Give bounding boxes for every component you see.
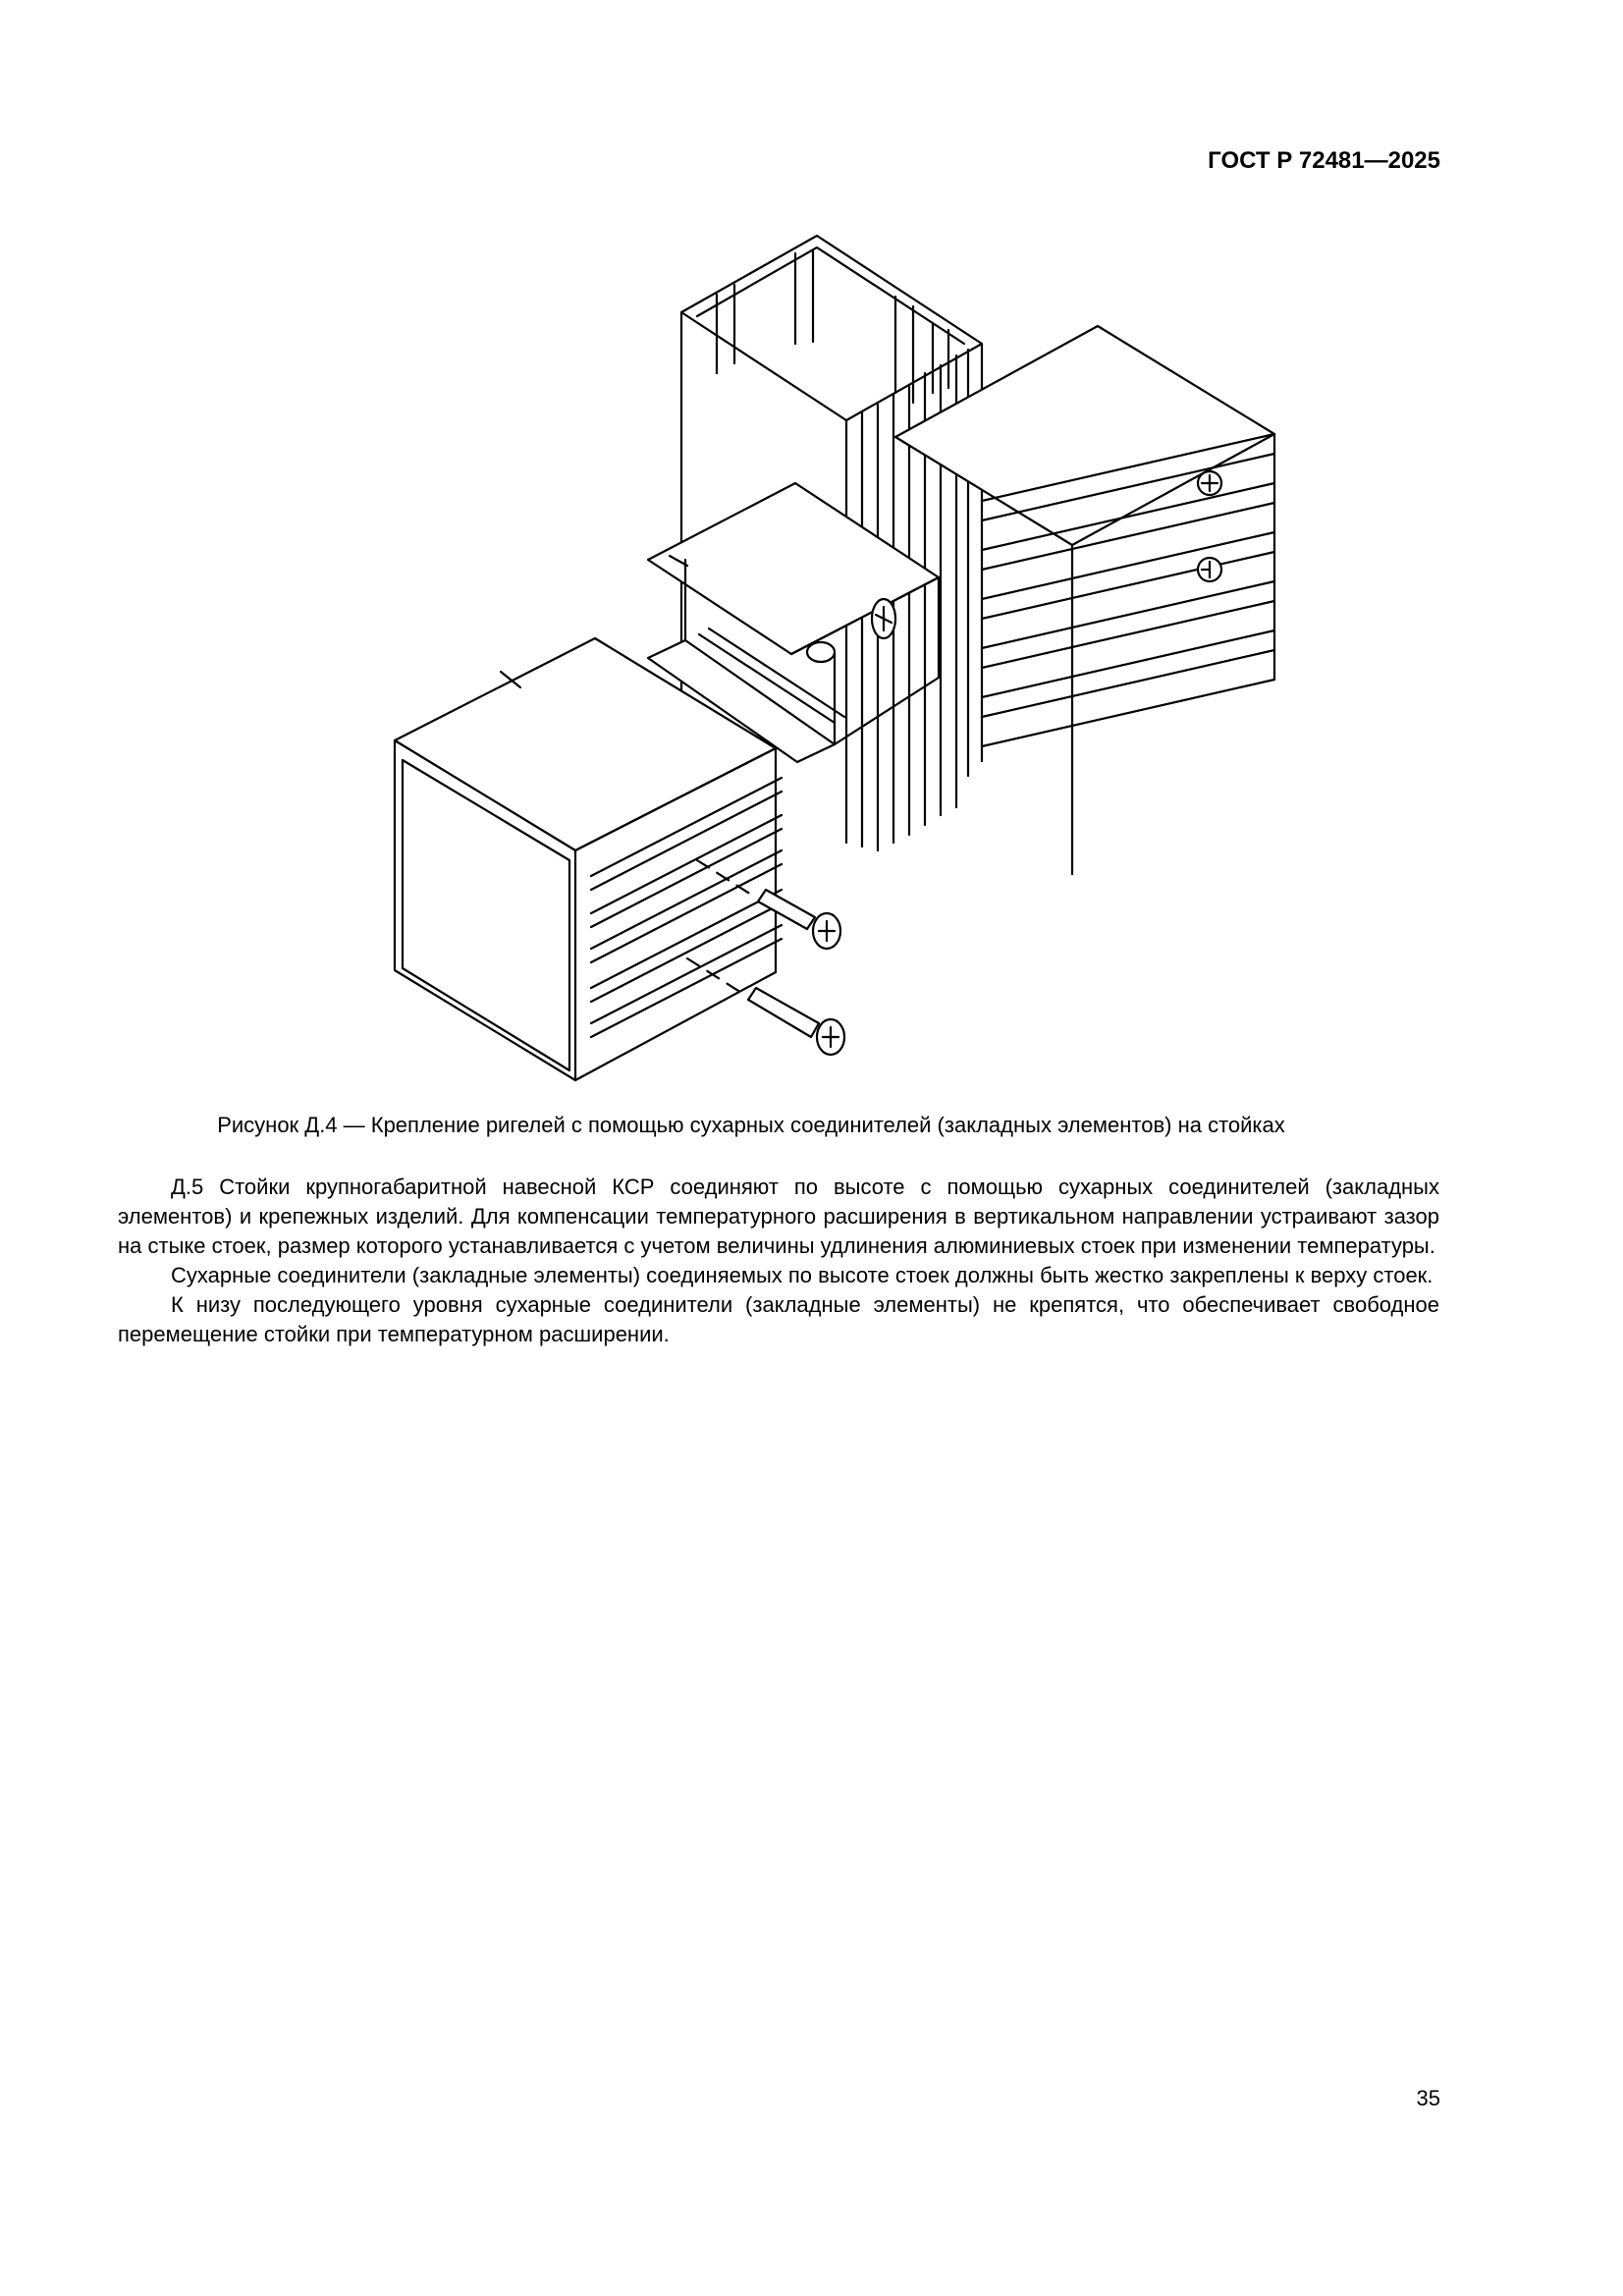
- figure-caption: Рисунок Д.4 — Крепление ригелей с помощью сухарных соединителей (закладных элементов) на стойках: [217, 1113, 1285, 1137]
- screws: [687, 860, 844, 1055]
- page-number: 35: [1416, 2086, 1440, 2110]
- technical-drawing-figure: [226, 226, 1325, 1090]
- right-transom: [895, 326, 1274, 874]
- document-header: ГОСТ Р 72481—2025: [1208, 147, 1440, 174]
- paragraph: Д.5 Стойки крупногабаритной навесной КСР соединяют по высоте с помощью сухарных соединителей (закладных элементов) и крепежных изделий. Для компенсации температурного расширения в вертикальном направлении устраивают зазор на стыке стоек, размер которого устанавливается с учетом величины удлинения алюминиевых стоек при изменении температуры.: [118, 1175, 1439, 1258]
- paragraph: Сухарные соединители (закладные элементы) соединяемых по высоте стоек должны быть жестко закреплены к верху стоек.: [171, 1263, 1434, 1287]
- body-text: [118, 1173, 1439, 1349]
- paragraph: К низу последующего уровня сухарные соединители (закладные элементы) не крепятся, что обеспечивает свободное перемещение стойки при температурном расширении.: [118, 1292, 1439, 1346]
